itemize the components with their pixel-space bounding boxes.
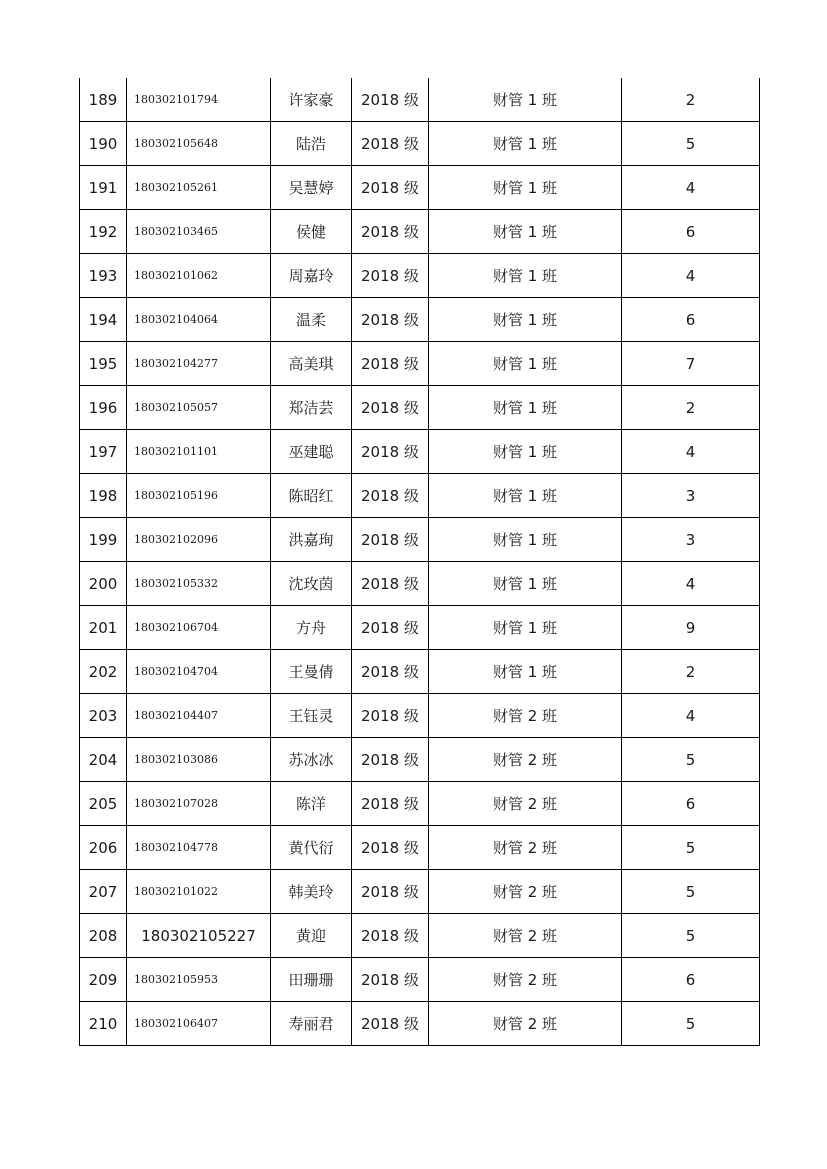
student-id: 180302104064 [127, 298, 271, 342]
count: 5 [622, 826, 760, 870]
grade: 2018 级 [352, 914, 429, 958]
count: 6 [622, 298, 760, 342]
student-name: 温柔 [271, 298, 352, 342]
row-number: 208 [80, 914, 127, 958]
row-number: 205 [80, 782, 127, 826]
row-number: 189 [80, 78, 127, 122]
row-number: 196 [80, 386, 127, 430]
student-id: 180302105648 [127, 122, 271, 166]
student-name: 韩美玲 [271, 870, 352, 914]
count: 4 [622, 430, 760, 474]
row-number: 199 [80, 518, 127, 562]
table-row [80, 738, 760, 782]
grade: 2018 级 [352, 1002, 429, 1046]
grade: 2018 级 [352, 958, 429, 1002]
row-number: 193 [80, 254, 127, 298]
student-name: 沈玫茵 [271, 562, 352, 606]
class-name: 财管 1 班 [429, 342, 622, 386]
row-number: 200 [80, 562, 127, 606]
student-id: 180302106407 [127, 1002, 271, 1046]
count: 4 [622, 694, 760, 738]
student-id: 180302103086 [127, 738, 271, 782]
class-name: 财管 2 班 [429, 738, 622, 782]
grade: 2018 级 [352, 210, 429, 254]
student-name: 王钰灵 [271, 694, 352, 738]
row-number: 191 [80, 166, 127, 210]
student-id: 180302101022 [127, 870, 271, 914]
student-name: 陆浩 [271, 122, 352, 166]
student-name: 陈洋 [271, 782, 352, 826]
class-name: 财管 1 班 [429, 166, 622, 210]
student-id: 180302106704 [127, 606, 271, 650]
count: 5 [622, 870, 760, 914]
grade: 2018 级 [352, 166, 429, 210]
count: 6 [622, 210, 760, 254]
row-number: 206 [80, 826, 127, 870]
row-number: 197 [80, 430, 127, 474]
student-name: 许家豪 [271, 78, 352, 122]
student-name: 郑洁芸 [271, 386, 352, 430]
class-name: 财管 2 班 [429, 958, 622, 1002]
table-row [80, 606, 760, 650]
student-id: 180302105261 [127, 166, 271, 210]
student-name: 黄迎 [271, 914, 352, 958]
class-name: 财管 1 班 [429, 606, 622, 650]
student-name: 苏冰冰 [271, 738, 352, 782]
count: 9 [622, 606, 760, 650]
count: 3 [622, 518, 760, 562]
table-row [80, 386, 760, 430]
class-name: 财管 1 班 [429, 78, 622, 122]
student-id: 180302105953 [127, 958, 271, 1002]
table-row [80, 474, 760, 518]
class-name: 财管 1 班 [429, 386, 622, 430]
class-name: 财管 1 班 [429, 518, 622, 562]
roster-body [80, 78, 760, 1046]
class-name: 财管 1 班 [429, 254, 622, 298]
count: 5 [622, 1002, 760, 1046]
table-row [80, 298, 760, 342]
count: 3 [622, 474, 760, 518]
count: 6 [622, 782, 760, 826]
table-row [80, 78, 760, 122]
row-number: 207 [80, 870, 127, 914]
student-name: 周嘉玲 [271, 254, 352, 298]
student-id: 180302105057 [127, 386, 271, 430]
student-name: 陈昭红 [271, 474, 352, 518]
class-name: 财管 1 班 [429, 650, 622, 694]
count: 2 [622, 386, 760, 430]
row-number: 192 [80, 210, 127, 254]
class-name: 财管 2 班 [429, 870, 622, 914]
grade: 2018 级 [352, 298, 429, 342]
count: 5 [622, 738, 760, 782]
class-name: 财管 1 班 [429, 474, 622, 518]
grade: 2018 级 [352, 474, 429, 518]
student-id: 180302104778 [127, 826, 271, 870]
row-number: 195 [80, 342, 127, 386]
grade: 2018 级 [352, 342, 429, 386]
table-row [80, 518, 760, 562]
count: 2 [622, 78, 760, 122]
grade: 2018 级 [352, 562, 429, 606]
student-name: 侯健 [271, 210, 352, 254]
count: 5 [622, 122, 760, 166]
table-row [80, 958, 760, 1002]
class-name: 财管 1 班 [429, 210, 622, 254]
grade: 2018 级 [352, 606, 429, 650]
row-number: 204 [80, 738, 127, 782]
student-id: 180302101794 [127, 78, 271, 122]
table-row [80, 166, 760, 210]
class-name: 财管 2 班 [429, 782, 622, 826]
count: 7 [622, 342, 760, 386]
student-id: 180302104704 [127, 650, 271, 694]
count: 5 [622, 914, 760, 958]
row-number: 201 [80, 606, 127, 650]
row-number: 203 [80, 694, 127, 738]
table-row [80, 650, 760, 694]
row-number: 198 [80, 474, 127, 518]
table-row [80, 782, 760, 826]
count: 6 [622, 958, 760, 1002]
student-id: 180302103465 [127, 210, 271, 254]
student-id: 180302104407 [127, 694, 271, 738]
count: 4 [622, 562, 760, 606]
row-number: 190 [80, 122, 127, 166]
count: 2 [622, 650, 760, 694]
count: 4 [622, 166, 760, 210]
student-name: 高美琪 [271, 342, 352, 386]
student-roster-table [79, 78, 760, 1046]
table-row [80, 914, 760, 958]
class-name: 财管 1 班 [429, 298, 622, 342]
table-row [80, 254, 760, 298]
table-row [80, 210, 760, 254]
grade: 2018 级 [352, 518, 429, 562]
table-row [80, 122, 760, 166]
row-number: 209 [80, 958, 127, 1002]
grade: 2018 级 [352, 78, 429, 122]
student-name: 吴慧婷 [271, 166, 352, 210]
class-name: 财管 1 班 [429, 562, 622, 606]
row-number: 194 [80, 298, 127, 342]
student-name: 洪嘉珣 [271, 518, 352, 562]
class-name: 财管 1 班 [429, 122, 622, 166]
row-number: 202 [80, 650, 127, 694]
class-name: 财管 2 班 [429, 1002, 622, 1046]
grade: 2018 级 [352, 826, 429, 870]
table-row [80, 1002, 760, 1046]
student-id: 180302101101 [127, 430, 271, 474]
row-number: 210 [80, 1002, 127, 1046]
class-name: 财管 2 班 [429, 826, 622, 870]
student-id: 180302105332 [127, 562, 271, 606]
student-name: 田珊珊 [271, 958, 352, 1002]
student-name: 巫建聪 [271, 430, 352, 474]
student-name: 寿丽君 [271, 1002, 352, 1046]
grade: 2018 级 [352, 782, 429, 826]
grade: 2018 级 [352, 254, 429, 298]
student-name: 方舟 [271, 606, 352, 650]
grade: 2018 级 [352, 430, 429, 474]
table-row [80, 342, 760, 386]
student-id: 180302101062 [127, 254, 271, 298]
student-id: 180302105196 [127, 474, 271, 518]
class-name: 财管 2 班 [429, 914, 622, 958]
grade: 2018 级 [352, 122, 429, 166]
grade: 2018 级 [352, 650, 429, 694]
grade: 2018 级 [352, 386, 429, 430]
student-id: 180302102096 [127, 518, 271, 562]
table-row [80, 870, 760, 914]
grade: 2018 级 [352, 694, 429, 738]
table-row [80, 826, 760, 870]
class-name: 财管 2 班 [429, 694, 622, 738]
student-id: 180302104277 [127, 342, 271, 386]
student-id: 180302107028 [127, 782, 271, 826]
table-row [80, 562, 760, 606]
student-name: 王曼倩 [271, 650, 352, 694]
table-row [80, 430, 760, 474]
count: 4 [622, 254, 760, 298]
table-row [80, 694, 760, 738]
grade: 2018 级 [352, 738, 429, 782]
grade: 2018 级 [352, 870, 429, 914]
student-name: 黄代衍 [271, 826, 352, 870]
student-id: 180302105227 [127, 914, 271, 958]
class-name: 财管 1 班 [429, 430, 622, 474]
